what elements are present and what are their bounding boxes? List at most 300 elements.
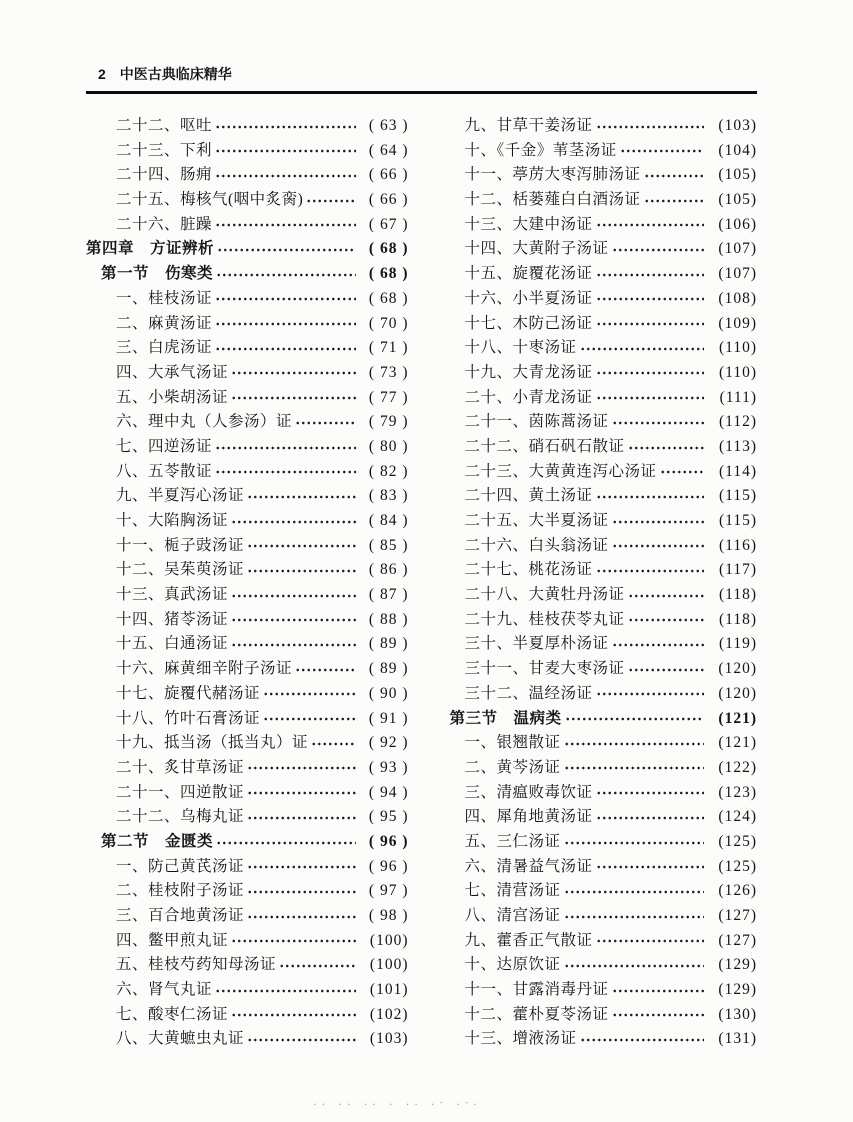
toc-entry-item	[435, 608, 758, 633]
toc-entry-item	[86, 953, 409, 978]
toc-entry-item	[435, 1003, 758, 1028]
dot-leader	[612, 538, 704, 554]
dot-leader	[628, 612, 704, 628]
toc-entry-item	[86, 929, 409, 954]
toc-entry-item	[435, 781, 758, 806]
toc-entry-page: (121)	[718, 734, 757, 752]
dot-leader	[564, 736, 704, 752]
toc-entry-page: ( 95 )	[368, 808, 409, 826]
toc-entry-page: ( 66 )	[368, 191, 409, 209]
toc-entry-page: ( 71 )	[368, 339, 409, 357]
toc-entry-page: ( 68 )	[368, 265, 409, 283]
toc-entry-item	[435, 163, 758, 188]
dot-leader	[565, 711, 704, 727]
toc-entry-page: (114)	[719, 462, 757, 480]
toc-entry-item	[435, 287, 758, 312]
dot-leader	[215, 118, 355, 134]
dot-leader	[215, 168, 355, 184]
dot-leader	[580, 1032, 704, 1048]
toc-entry-item	[86, 805, 409, 830]
dot-leader	[247, 785, 355, 801]
toc-entry-page: ( 67 )	[368, 215, 409, 233]
dot-leader	[295, 661, 355, 677]
dot-leader	[596, 266, 704, 282]
toc-entry-item	[86, 534, 409, 559]
toc-entry-page: ( 64 )	[368, 141, 409, 159]
toc-entry-page: (127)	[718, 907, 757, 924]
toc-entry-item	[435, 237, 758, 262]
toc-entry-title: 十二、栝蒌薤白白酒汤证	[464, 191, 641, 209]
toc-entry-item	[435, 336, 758, 361]
toc-entry-page: (126)	[718, 882, 757, 900]
toc-entry-title: 十、《千金》苇茎汤证	[464, 141, 617, 159]
scan-artifact: .. .. .. . .. .- .-.	[312, 1098, 481, 1108]
toc-entry-item	[86, 1003, 409, 1028]
toc-entry-title: 十五、旋覆花汤证	[464, 265, 593, 283]
dot-leader	[644, 168, 704, 184]
dot-leader	[596, 859, 704, 875]
toc-entry-title: 十七、旋覆代赭汤证	[116, 684, 261, 702]
toc-entry-title: 十二、吴茱萸汤证	[116, 561, 245, 579]
toc-entry-item	[86, 163, 409, 188]
toc-entry-item	[86, 682, 409, 707]
toc-entry-page: ( 83 )	[368, 487, 409, 505]
book-title: 中医古典临床精华	[119, 66, 232, 82]
toc-entry-chapter	[86, 237, 409, 262]
dot-leader	[612, 1007, 704, 1023]
dot-leader	[247, 859, 355, 875]
toc-entry-page: (103)	[718, 117, 757, 134]
toc-entry-item	[435, 484, 758, 509]
dot-leader	[596, 933, 704, 949]
toc-entry-title: 六、肾气丸证	[116, 981, 213, 999]
toc-entry-page: (101)	[369, 981, 409, 999]
toc-entry-item	[86, 139, 409, 164]
toc-column-right	[435, 114, 758, 1052]
toc-entry-item	[435, 978, 758, 1003]
toc-entry-page: ( 68 )	[368, 289, 409, 307]
dot-leader	[215, 439, 355, 455]
toc-entry-title: 二十一、茵陈蒿汤证	[464, 413, 609, 431]
dot-leader	[628, 661, 704, 677]
dot-leader	[596, 785, 704, 801]
toc-entry-item	[435, 756, 758, 781]
dot-leader	[247, 884, 355, 900]
toc-entry-page: (129)	[718, 956, 757, 974]
toc-entry-page: (107)	[718, 265, 757, 283]
toc-entry-page: ( 82 )	[368, 462, 409, 480]
dot-leader	[215, 982, 355, 998]
toc-entry-title: 二十九、桂枝茯苓丸证	[464, 610, 625, 628]
toc-entry-page: ( 63 )	[368, 117, 409, 134]
toc-entry-page: (129)	[718, 981, 757, 999]
toc-entry-item	[86, 657, 409, 682]
toc-entry-title: 三、清瘟败毒饮证	[464, 783, 593, 801]
toc-entry-page: ( 89 )	[368, 660, 409, 678]
toc-entry-item	[435, 953, 758, 978]
dot-leader	[306, 192, 355, 208]
toc-entry-page: (119)	[719, 635, 757, 653]
toc-entry-page: (122)	[718, 758, 757, 776]
dot-leader	[620, 143, 704, 159]
dot-leader	[215, 316, 355, 332]
dot-leader	[247, 760, 355, 776]
dot-leader	[215, 341, 355, 357]
toc-entry-item	[435, 213, 758, 238]
toc-entry-page: (118)	[719, 610, 757, 628]
toc-entry-item	[435, 830, 758, 855]
dot-leader	[612, 513, 704, 529]
toc-entry-item	[435, 929, 758, 954]
toc-entry-page: ( 92 )	[368, 734, 409, 752]
toc-entry-item	[435, 904, 758, 929]
toc-entry-page: ( 93 )	[368, 758, 409, 776]
toc-entry-item	[86, 855, 409, 880]
toc-entry-item	[86, 336, 409, 361]
toc-entry-title: 三、白虎汤证	[116, 339, 213, 357]
toc-entry-page: ( 96 )	[368, 832, 409, 850]
dot-leader	[247, 1032, 355, 1048]
dot-leader	[247, 563, 355, 579]
dot-leader	[596, 217, 704, 233]
toc-entry-page: (121)	[718, 709, 757, 727]
toc-entry-page: ( 73 )	[368, 363, 409, 381]
toc-entry-title: 三、百合地黄汤证	[116, 907, 245, 924]
toc-entry-title: 六、理中丸（人参汤）证	[116, 413, 293, 431]
toc-entry-item	[435, 731, 758, 756]
toc-entry-title: 八、五苓散证	[116, 462, 213, 480]
toc-entry-page: (112)	[719, 413, 757, 431]
toc-entry-page: (113)	[719, 437, 757, 455]
dot-leader	[231, 933, 355, 949]
toc-entry-page: (115)	[719, 487, 757, 505]
toc-entry-page: (123)	[718, 783, 757, 801]
dot-leader	[263, 711, 355, 727]
toc-entry-title: 十六、麻黄细辛附子汤证	[116, 660, 293, 678]
dot-leader	[564, 884, 704, 900]
dot-leader	[612, 415, 704, 431]
dot-leader	[247, 908, 355, 924]
toc-entry-title: 九、藿香正气散证	[464, 931, 593, 949]
toc-entry-item	[435, 386, 758, 411]
toc-entry-title: 十三、大建中汤证	[464, 215, 593, 233]
toc-entry-title: 十一、葶苈大枣泻肺汤证	[464, 166, 641, 184]
toc-entry-item	[86, 287, 409, 312]
toc-entry-section	[86, 830, 409, 855]
toc-entry-title: 三十二、温经汤证	[464, 684, 593, 702]
toc-entry-title: 七、四逆汤证	[116, 437, 213, 455]
toc-entry-item	[435, 879, 758, 904]
toc-entry-title: 五、小柴胡汤证	[116, 388, 229, 406]
toc-entry-title: 二十五、梅核气(咽中炙脔)	[116, 191, 304, 209]
toc-entry-item	[435, 460, 758, 485]
toc-entry-item	[86, 484, 409, 509]
dot-leader	[231, 1007, 355, 1023]
dot-leader	[612, 637, 704, 653]
toc-entry-page: (117)	[719, 561, 757, 579]
toc-entry-title: 十、大陷胸汤证	[116, 512, 229, 529]
toc-entry-item	[435, 139, 758, 164]
toc-entry-title: 二十三、大黄黄连泻心汤证	[464, 462, 657, 480]
toc-entry-page: (120)	[718, 660, 757, 678]
toc-entry-item	[435, 435, 758, 460]
dot-leader	[628, 587, 704, 603]
toc-entry-page: (127)	[718, 931, 757, 949]
toc-entry-item	[86, 879, 409, 904]
toc-entry-item	[435, 509, 758, 534]
toc-entry-item	[86, 1027, 409, 1052]
toc-entry-page: (106)	[718, 215, 757, 233]
dot-leader	[231, 390, 355, 406]
toc-entry-item	[435, 632, 758, 657]
toc-entry-item	[435, 188, 758, 213]
toc-entry-page: (120)	[718, 684, 757, 702]
toc-entry-item	[86, 509, 409, 534]
toc-entry-page: ( 79 )	[368, 413, 409, 431]
toc-entry-page: (125)	[718, 832, 757, 850]
toc-entry-title: 二十七、桃花汤证	[464, 561, 593, 579]
toc-entry-item	[86, 583, 409, 608]
toc-entry-title: 六、清暑益气汤证	[464, 857, 593, 875]
toc-entry-item	[435, 361, 758, 386]
toc-entry-item	[86, 756, 409, 781]
toc-entry-item	[435, 855, 758, 880]
dot-leader	[216, 266, 355, 282]
toc-entry-title: 七、酸枣仁汤证	[116, 1005, 229, 1023]
dot-leader	[644, 192, 704, 208]
dot-leader	[564, 958, 704, 974]
toc-entry-title: 二十六、脏躁	[116, 215, 213, 233]
toc-entry-page: ( 96 )	[368, 857, 409, 875]
toc-entry-page: (111)	[719, 388, 757, 406]
page-number: 2	[98, 66, 106, 82]
toc-entry-item	[435, 114, 758, 139]
toc-entry-item	[86, 781, 409, 806]
dot-leader	[596, 489, 704, 505]
dot-leader	[295, 415, 355, 431]
toc-entry-page: ( 97 )	[368, 882, 409, 900]
toc-entry-title: 二十五、大半夏汤证	[464, 512, 609, 529]
toc-entry-title: 十一、栀子豉汤证	[116, 536, 245, 554]
toc-entry-item	[86, 460, 409, 485]
page-header	[86, 64, 757, 84]
toc-entry-title: 二十、炙甘草汤证	[116, 758, 245, 776]
toc-entry-title: 四、大承气汤证	[116, 363, 229, 381]
dot-leader	[660, 464, 704, 480]
toc-entry-page: (100)	[369, 931, 409, 949]
toc-entry-item	[86, 978, 409, 1003]
dot-leader	[215, 217, 355, 233]
toc-entry-item	[86, 188, 409, 213]
toc-entry-title: 二十一、四逆散证	[116, 783, 245, 801]
toc-entry-page: (109)	[718, 314, 757, 332]
toc-entry-title: 二十四、黄土汤证	[464, 487, 593, 505]
toc-entry-title: 九、半夏泻心汤证	[116, 487, 245, 505]
toc-entry-title: 四、鳖甲煎丸证	[116, 931, 229, 949]
dot-leader	[596, 810, 704, 826]
dot-leader	[215, 291, 355, 307]
toc-entry-page: (104)	[718, 141, 757, 159]
toc-entry-item	[86, 608, 409, 633]
toc-entry-title: 一、防己黄芪汤证	[116, 857, 245, 875]
dot-leader	[596, 563, 704, 579]
toc-entry-title: 十八、竹叶石膏汤证	[116, 709, 261, 727]
dot-leader	[263, 686, 355, 702]
toc-entry-page: (102)	[369, 1005, 409, 1023]
dot-leader	[596, 316, 704, 332]
toc-entry-item	[435, 657, 758, 682]
dot-leader	[564, 760, 704, 776]
dot-leader	[628, 439, 704, 455]
toc-entry-item	[86, 114, 409, 139]
dot-leader	[247, 538, 355, 554]
toc-entry-item	[435, 410, 758, 435]
toc-entry-title: 十七、木防己汤证	[464, 314, 593, 332]
dot-leader	[612, 242, 704, 258]
toc-entry-item	[86, 386, 409, 411]
toc-entry-page: ( 70 )	[368, 314, 409, 332]
toc-entry-page: ( 85 )	[368, 536, 409, 554]
toc-entry-item	[435, 558, 758, 583]
toc-entry-title: 八、清宫汤证	[464, 907, 561, 924]
toc-entry-page: ( 91 )	[368, 709, 409, 727]
dot-leader	[231, 612, 355, 628]
toc-columns	[86, 114, 757, 1052]
toc-entry-page: (105)	[718, 166, 757, 184]
toc-entry-title: 十六、小半夏汤证	[464, 289, 593, 307]
toc-entry-title: 二、黄芩汤证	[464, 758, 561, 776]
toc-entry-page: ( 98 )	[368, 907, 409, 924]
dot-leader	[596, 390, 704, 406]
toc-entry-title: 第三节 温病类	[449, 709, 562, 727]
dot-leader	[596, 686, 704, 702]
toc-entry-item	[435, 534, 758, 559]
toc-entry-title: 十四、大黄附子汤证	[464, 240, 609, 258]
toc-entry-item	[86, 558, 409, 583]
dot-leader	[564, 834, 704, 850]
dot-leader	[311, 736, 355, 752]
toc-entry-item	[86, 312, 409, 337]
dot-leader	[564, 908, 704, 924]
toc-entry-page: (105)	[718, 191, 757, 209]
dot-leader	[612, 982, 704, 998]
toc-entry-title: 十八、十枣汤证	[464, 339, 577, 357]
toc-entry-title: 十四、猪苓汤证	[116, 610, 229, 628]
toc-entry-title: 十、达原饮证	[464, 956, 561, 974]
dot-leader	[231, 365, 355, 381]
toc-entry-item	[435, 583, 758, 608]
toc-entry-title: 十九、大青龙汤证	[464, 363, 593, 381]
toc-entry-title: 八、大黄蟅虫丸证	[116, 1030, 245, 1048]
toc-entry-item	[435, 312, 758, 337]
toc-entry-title: 三十一、甘麦大枣汤证	[464, 660, 625, 678]
toc-entry-page: (110)	[719, 363, 757, 381]
toc-entry-title: 九、甘草干姜汤证	[464, 117, 593, 134]
toc-entry-title: 二十二、乌梅丸证	[116, 808, 245, 826]
toc-entry-page: ( 89 )	[368, 635, 409, 653]
dot-leader	[596, 365, 704, 381]
dot-leader	[231, 587, 355, 603]
toc-entry-page: ( 86 )	[368, 561, 409, 579]
dot-leader	[596, 291, 704, 307]
toc-entry-page: (118)	[719, 586, 757, 604]
toc-entry-item	[435, 805, 758, 830]
toc-entry-item	[86, 361, 409, 386]
toc-entry-title: 二十三、下利	[116, 141, 213, 159]
toc-column-left	[86, 114, 409, 1052]
dot-leader	[215, 464, 355, 480]
toc-entry-page: ( 80 )	[368, 437, 409, 455]
toc-entry-page: (115)	[719, 512, 757, 529]
toc-entry-title: 二、麻黄汤证	[116, 314, 213, 332]
dot-leader	[580, 341, 704, 357]
toc-entry-title: 五、三仁汤证	[464, 832, 561, 850]
toc-entry-page: (108)	[718, 289, 757, 307]
toc-entry-page: ( 90 )	[368, 684, 409, 702]
toc-entry-title: 十三、真武汤证	[116, 586, 229, 604]
toc-entry-title: 十九、抵当汤（抵当丸）证	[116, 734, 309, 752]
toc-entry-page: (107)	[718, 240, 757, 258]
toc-entry-page: ( 88 )	[368, 610, 409, 628]
dot-leader	[279, 958, 355, 974]
dot-leader	[247, 489, 355, 505]
toc-entry-page: (130)	[718, 1005, 757, 1023]
toc-entry-item	[435, 262, 758, 287]
dot-leader	[231, 513, 355, 529]
toc-entry-title: 十一、甘露消毒丹证	[464, 981, 609, 999]
toc-entry-page: ( 68 )	[368, 240, 409, 258]
toc-entry-title: 十二、藿朴夏苓汤证	[464, 1005, 609, 1023]
toc-entry-title: 二十、小青龙汤证	[464, 388, 593, 406]
toc-entry-page: (103)	[369, 1030, 409, 1048]
toc-entry-page: ( 87 )	[368, 586, 409, 604]
toc-entry-title: 十三、增液汤证	[464, 1030, 577, 1048]
dot-leader	[247, 810, 355, 826]
toc-entry-item	[86, 707, 409, 732]
toc-entry-title: 一、桂枝汤证	[116, 289, 213, 307]
toc-entry-item	[435, 682, 758, 707]
toc-entry-page: (124)	[718, 808, 757, 826]
dot-leader	[216, 834, 355, 850]
toc-entry-title: 七、清营汤证	[464, 882, 561, 900]
toc-entry-item	[86, 731, 409, 756]
toc-entry-page: (116)	[719, 536, 757, 554]
toc-entry-page: (100)	[369, 956, 409, 974]
toc-entry-item	[435, 1027, 758, 1052]
toc-entry-title: 二十二、硝石矾石散证	[464, 437, 625, 455]
header-rule	[86, 91, 757, 94]
toc-entry-title: 第一节 伤寒类	[101, 265, 214, 283]
toc-entry-title: 第二节 金匮类	[101, 832, 214, 850]
toc-entry-item	[86, 435, 409, 460]
dot-leader	[596, 118, 704, 134]
toc-entry-page: (131)	[718, 1030, 757, 1048]
dot-leader	[217, 242, 355, 258]
toc-entry-title: 二、桂枝附子汤证	[116, 882, 245, 900]
toc-entry-title: 一、银翘散证	[464, 734, 561, 752]
toc-entry-title: 五、桂枝芍药知母汤证	[116, 956, 277, 974]
toc-entry-title: 二十八、大黄牡丹汤证	[464, 586, 625, 604]
toc-entry-page: (110)	[719, 339, 757, 357]
toc-entry-item	[86, 904, 409, 929]
toc-entry-title: 第四章 方证辨析	[86, 240, 215, 258]
toc-entry-page: ( 84 )	[368, 512, 409, 529]
toc-entry-section	[435, 707, 758, 732]
toc-entry-item	[86, 410, 409, 435]
dot-leader	[215, 143, 355, 159]
toc-entry-title: 四、犀角地黄汤证	[464, 808, 593, 826]
toc-entry-item	[86, 632, 409, 657]
